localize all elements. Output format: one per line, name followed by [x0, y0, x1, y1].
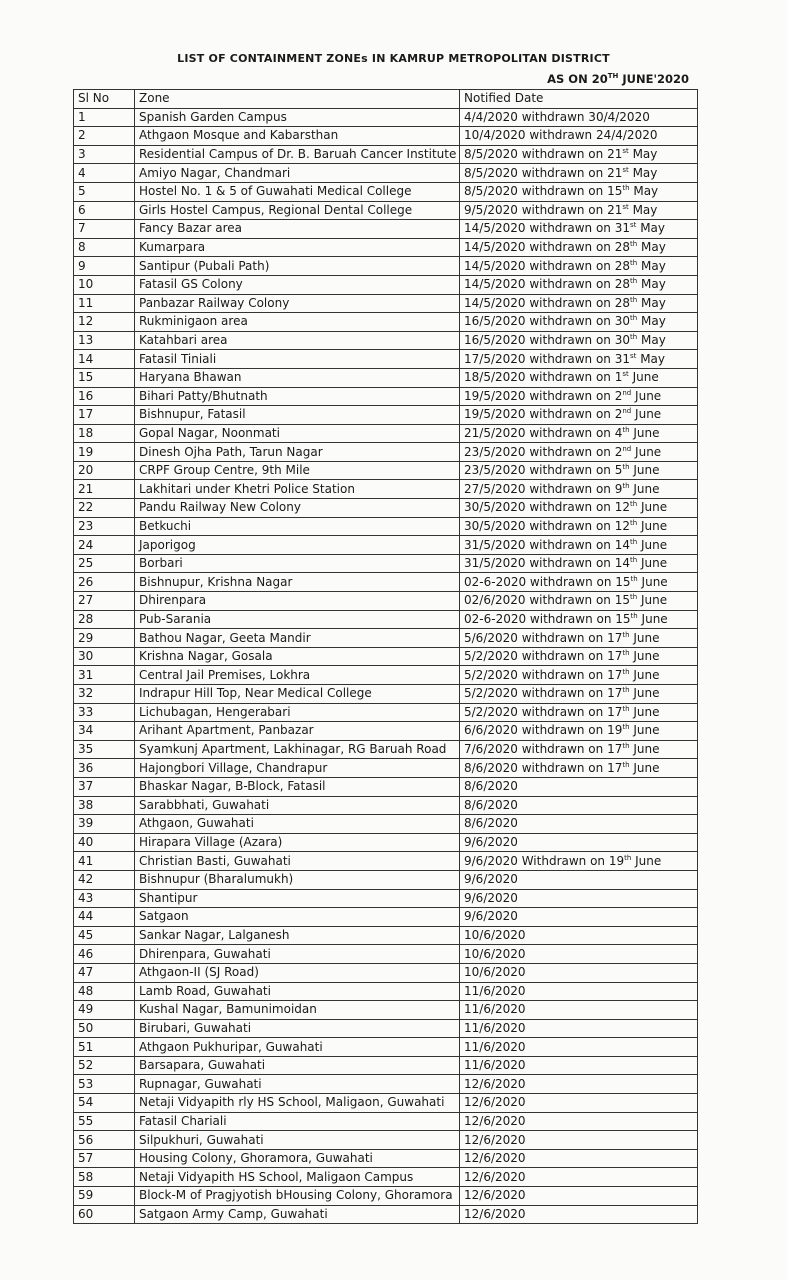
row-zone: Pub-Sarania — [135, 610, 460, 629]
table-row — [74, 870, 698, 889]
row-zone: Christian Basti, Guwahati — [135, 852, 460, 871]
row-zone: Bishnupur, Fatasil — [135, 406, 460, 425]
table-row — [74, 685, 698, 704]
row-sl-no: 10 — [74, 275, 135, 294]
row-notified-date: 8/5/2020 withdrawn on 21st May — [460, 145, 698, 164]
table-row — [74, 926, 698, 945]
as-on-date: AS ON 20TH JUNE'2020 — [547, 72, 689, 86]
row-notified-date: 8/6/2020 — [460, 796, 698, 815]
row-sl-no: 52 — [74, 1056, 135, 1075]
table-row — [74, 220, 698, 239]
table-row — [74, 1187, 698, 1206]
row-sl-no: 30 — [74, 647, 135, 666]
row-zone: Silpukhuri, Guwahati — [135, 1131, 460, 1150]
row-notified-date: 12/6/2020 — [460, 1094, 698, 1113]
row-notified-date: 11/6/2020 — [460, 1019, 698, 1038]
document-title: LIST OF CONTAINMENT ZONEs IN KAMRUP METROPOLITAN DISTRICT — [177, 52, 610, 65]
row-zone: CRPF Group Centre, 9th Mile — [135, 461, 460, 480]
row-zone: Pandu Railway New Colony — [135, 499, 460, 518]
row-zone: Birubari, Guwahati — [135, 1019, 460, 1038]
row-zone: Borbari — [135, 554, 460, 573]
table-row — [74, 573, 698, 592]
table-row — [74, 145, 698, 164]
row-notified-date: 02/6/2020 withdrawn on 15th June — [460, 592, 698, 611]
table-row — [74, 536, 698, 555]
row-notified-date: 11/6/2020 — [460, 982, 698, 1001]
table-row — [74, 1149, 698, 1168]
row-sl-no: 51 — [74, 1038, 135, 1057]
header-notified-date: Notified Date — [460, 90, 698, 109]
row-zone: Bishnupur (Bharalumukh) — [135, 870, 460, 889]
row-zone: Residential Campus of Dr. B. Baruah Cancer Institute — [135, 145, 460, 164]
row-zone: Lakhitari under Khetri Police Station — [135, 480, 460, 499]
row-sl-no: 28 — [74, 610, 135, 629]
row-notified-date: 27/5/2020 withdrawn on 9th June — [460, 480, 698, 499]
table-row — [74, 815, 698, 834]
table-row — [74, 796, 698, 815]
row-notified-date: 19/5/2020 withdrawn on 2nd June — [460, 387, 698, 406]
table-row — [74, 1168, 698, 1187]
table-row — [74, 945, 698, 964]
row-zone: Bihari Patty/Bhutnath — [135, 387, 460, 406]
table-row — [74, 127, 698, 146]
row-notified-date: 10/4/2020 withdrawn 24/4/2020 — [460, 127, 698, 146]
row-zone: Athgaon Pukhuripar, Guwahati — [135, 1038, 460, 1057]
row-zone: Amiyo Nagar, Chandmari — [135, 164, 460, 183]
table-row — [74, 368, 698, 387]
row-sl-no: 32 — [74, 685, 135, 704]
table-row — [74, 201, 698, 220]
row-zone: Haryana Bhawan — [135, 368, 460, 387]
table-body — [74, 108, 698, 1224]
table-row — [74, 294, 698, 313]
row-zone: Shantipur — [135, 889, 460, 908]
row-zone: Dhirenpara, Guwahati — [135, 945, 460, 964]
row-sl-no: 35 — [74, 740, 135, 759]
row-notified-date: 10/6/2020 — [460, 926, 698, 945]
row-sl-no: 42 — [74, 870, 135, 889]
row-notified-date: 18/5/2020 withdrawn on 1st June — [460, 368, 698, 387]
table-row — [74, 1056, 698, 1075]
row-zone: Arihant Apartment, Panbazar — [135, 722, 460, 741]
row-zone: Syamkunj Apartment, Lakhinagar, RG Baruah Road — [135, 740, 460, 759]
row-notified-date: 10/6/2020 — [460, 963, 698, 982]
row-sl-no: 24 — [74, 536, 135, 555]
row-sl-no: 27 — [74, 592, 135, 611]
row-sl-no: 25 — [74, 554, 135, 573]
row-sl-no: 45 — [74, 926, 135, 945]
row-notified-date: 23/5/2020 withdrawn on 2nd June — [460, 443, 698, 462]
table-row — [74, 554, 698, 573]
row-sl-no: 5 — [74, 182, 135, 201]
row-notified-date: 31/5/2020 withdrawn on 14th June — [460, 536, 698, 555]
row-zone: Fancy Bazar area — [135, 220, 460, 239]
row-notified-date: 14/5/2020 withdrawn on 28th May — [460, 257, 698, 276]
row-sl-no: 23 — [74, 517, 135, 536]
row-sl-no: 34 — [74, 722, 135, 741]
table-row — [74, 1075, 698, 1094]
row-zone: Spanish Garden Campus — [135, 108, 460, 127]
row-zone: Katahbari area — [135, 331, 460, 350]
row-sl-no: 8 — [74, 238, 135, 257]
row-zone: Hirapara Village (Azara) — [135, 833, 460, 852]
row-sl-no: 2 — [74, 127, 135, 146]
row-sl-no: 20 — [74, 461, 135, 480]
row-notified-date: 12/6/2020 — [460, 1187, 698, 1206]
row-sl-no: 53 — [74, 1075, 135, 1094]
row-notified-date: 14/5/2020 withdrawn on 28th May — [460, 294, 698, 313]
table-row — [74, 424, 698, 443]
row-zone: Dhirenpara — [135, 592, 460, 611]
row-notified-date: 31/5/2020 withdrawn on 14th June — [460, 554, 698, 573]
row-zone: Netaji Vidyapith rly HS School, Maligaon, Guwahati — [135, 1094, 460, 1113]
table-row — [74, 108, 698, 127]
row-sl-no: 6 — [74, 201, 135, 220]
table-row — [74, 647, 698, 666]
table-row — [74, 313, 698, 332]
row-notified-date: 8/5/2020 withdrawn on 15th May — [460, 182, 698, 201]
table-row — [74, 164, 698, 183]
row-notified-date: 8/5/2020 withdrawn on 21st May — [460, 164, 698, 183]
row-notified-date: 16/5/2020 withdrawn on 30th May — [460, 313, 698, 332]
row-sl-no: 58 — [74, 1168, 135, 1187]
row-notified-date: 23/5/2020 withdrawn on 5th June — [460, 461, 698, 480]
table-row — [74, 1112, 698, 1131]
table-row — [74, 963, 698, 982]
row-zone: Athgaon, Guwahati — [135, 815, 460, 834]
row-notified-date: 5/2/2020 withdrawn on 17th June — [460, 647, 698, 666]
table-row — [74, 182, 698, 201]
table-row — [74, 852, 698, 871]
row-notified-date: 02-6-2020 withdrawn on 15th June — [460, 610, 698, 629]
row-notified-date: 12/6/2020 — [460, 1131, 698, 1150]
row-sl-no: 56 — [74, 1131, 135, 1150]
row-sl-no: 4 — [74, 164, 135, 183]
row-notified-date: 21/5/2020 withdrawn on 4th June — [460, 424, 698, 443]
row-notified-date: 02-6-2020 withdrawn on 15th June — [460, 573, 698, 592]
row-zone: Bhaskar Nagar, B-Block, Fatasil — [135, 777, 460, 796]
row-sl-no: 49 — [74, 1001, 135, 1020]
row-sl-no: 9 — [74, 257, 135, 276]
row-sl-no: 37 — [74, 777, 135, 796]
table-row — [74, 443, 698, 462]
row-sl-no: 55 — [74, 1112, 135, 1131]
table-row — [74, 666, 698, 685]
row-sl-no: 54 — [74, 1094, 135, 1113]
row-notified-date: 9/6/2020 — [460, 870, 698, 889]
table-row — [74, 517, 698, 536]
row-notified-date: 9/6/2020 Withdrawn on 19th June — [460, 852, 698, 871]
row-sl-no: 36 — [74, 759, 135, 778]
row-sl-no: 29 — [74, 629, 135, 648]
row-zone: Hostel No. 1 & 5 of Guwahati Medical College — [135, 182, 460, 201]
table-row — [74, 1019, 698, 1038]
row-notified-date: 11/6/2020 — [460, 1056, 698, 1075]
table-row — [74, 257, 698, 276]
row-notified-date: 8/6/2020 — [460, 815, 698, 834]
row-sl-no: 3 — [74, 145, 135, 164]
table-row — [74, 777, 698, 796]
row-zone: Panbazar Railway Colony — [135, 294, 460, 313]
table-row — [74, 610, 698, 629]
table-row — [74, 331, 698, 350]
table-header-row — [74, 90, 698, 109]
row-zone: Athgaon Mosque and Kabarsthan — [135, 127, 460, 146]
row-zone: Satgaon Army Camp, Guwahati — [135, 1205, 460, 1224]
row-zone: Rupnagar, Guwahati — [135, 1075, 460, 1094]
row-notified-date: 30/5/2020 withdrawn on 12th June — [460, 499, 698, 518]
row-zone: Block-M of Pragjyotish bHousing Colony, Ghoramora — [135, 1187, 460, 1206]
table-row — [74, 350, 698, 369]
row-zone: Satgaon — [135, 908, 460, 927]
row-zone: Rukminigaon area — [135, 313, 460, 332]
row-zone: Indrapur Hill Top, Near Medical College — [135, 685, 460, 704]
row-notified-date: 12/6/2020 — [460, 1075, 698, 1094]
row-notified-date: 4/4/2020 withdrawn 30/4/2020 — [460, 108, 698, 127]
row-notified-date: 16/5/2020 withdrawn on 30th May — [460, 331, 698, 350]
table-row — [74, 480, 698, 499]
row-zone: Bathou Nagar, Geeta Mandir — [135, 629, 460, 648]
row-sl-no: 1 — [74, 108, 135, 127]
row-notified-date: 17/5/2020 withdrawn on 31st May — [460, 350, 698, 369]
header-zone: Zone — [135, 90, 460, 109]
row-sl-no: 16 — [74, 387, 135, 406]
table-row — [74, 703, 698, 722]
table-row — [74, 629, 698, 648]
row-sl-no: 38 — [74, 796, 135, 815]
header-sl-no: Sl No — [74, 90, 135, 109]
row-sl-no: 26 — [74, 573, 135, 592]
row-sl-no: 40 — [74, 833, 135, 852]
row-zone: Sankar Nagar, Lalganesh — [135, 926, 460, 945]
row-sl-no: 48 — [74, 982, 135, 1001]
row-notified-date: 14/5/2020 withdrawn on 28th May — [460, 238, 698, 257]
row-notified-date: 7/6/2020 withdrawn on 17th June — [460, 740, 698, 759]
row-zone: Lichubagan, Hengerabari — [135, 703, 460, 722]
row-notified-date: 9/6/2020 — [460, 833, 698, 852]
row-sl-no: 7 — [74, 220, 135, 239]
table-row — [74, 759, 698, 778]
row-zone: Athgaon-II (SJ Road) — [135, 963, 460, 982]
row-zone: Japorigog — [135, 536, 460, 555]
containment-zones-table — [73, 89, 698, 1224]
row-sl-no: 59 — [74, 1187, 135, 1206]
table-row — [74, 1001, 698, 1020]
row-notified-date: 5/6/2020 withdrawn on 17th June — [460, 629, 698, 648]
row-zone: Dinesh Ojha Path, Tarun Nagar — [135, 443, 460, 462]
table-row — [74, 406, 698, 425]
table-row — [74, 1131, 698, 1150]
table-row — [74, 461, 698, 480]
row-zone: Fatasil Chariali — [135, 1112, 460, 1131]
row-notified-date: 12/6/2020 — [460, 1168, 698, 1187]
row-zone: Central Jail Premises, Lokhra — [135, 666, 460, 685]
row-sl-no: 50 — [74, 1019, 135, 1038]
row-zone: Santipur (Pubali Path) — [135, 257, 460, 276]
row-notified-date: 14/5/2020 withdrawn on 31st May — [460, 220, 698, 239]
row-notified-date: 8/6/2020 withdrawn on 17th June — [460, 759, 698, 778]
table-row — [74, 592, 698, 611]
table-row — [74, 908, 698, 927]
row-sl-no: 43 — [74, 889, 135, 908]
row-notified-date: 30/5/2020 withdrawn on 12th June — [460, 517, 698, 536]
row-sl-no: 13 — [74, 331, 135, 350]
row-notified-date: 11/6/2020 — [460, 1038, 698, 1057]
table-row — [74, 1038, 698, 1057]
row-zone: Fatasil Tiniali — [135, 350, 460, 369]
row-zone: Hajongbori Village, Chandrapur — [135, 759, 460, 778]
row-sl-no: 39 — [74, 815, 135, 834]
row-zone: Netaji Vidyapith HS School, Maligaon Campus — [135, 1168, 460, 1187]
row-notified-date: 9/5/2020 withdrawn on 21st May — [460, 201, 698, 220]
row-sl-no: 19 — [74, 443, 135, 462]
row-zone: Betkuchi — [135, 517, 460, 536]
row-sl-no: 22 — [74, 499, 135, 518]
row-notified-date: 19/5/2020 withdrawn on 2nd June — [460, 406, 698, 425]
table-row — [74, 889, 698, 908]
row-notified-date: 5/2/2020 withdrawn on 17th June — [460, 685, 698, 704]
row-notified-date: 10/6/2020 — [460, 945, 698, 964]
row-notified-date: 5/2/2020 withdrawn on 17th June — [460, 666, 698, 685]
table-row — [74, 1205, 698, 1224]
table-row — [74, 722, 698, 741]
row-zone: Fatasil GS Colony — [135, 275, 460, 294]
row-notified-date: 14/5/2020 withdrawn on 28th May — [460, 275, 698, 294]
row-notified-date: 6/6/2020 withdrawn on 19th June — [460, 722, 698, 741]
row-notified-date: 12/6/2020 — [460, 1205, 698, 1224]
row-sl-no: 46 — [74, 945, 135, 964]
row-zone: Sarabbhati, Guwahati — [135, 796, 460, 815]
row-notified-date: 8/6/2020 — [460, 777, 698, 796]
row-zone: Kumarpara — [135, 238, 460, 257]
row-sl-no: 31 — [74, 666, 135, 685]
row-notified-date: 12/6/2020 — [460, 1112, 698, 1131]
table-row — [74, 833, 698, 852]
row-sl-no: 15 — [74, 368, 135, 387]
table-row — [74, 238, 698, 257]
row-sl-no: 60 — [74, 1205, 135, 1224]
row-sl-no: 17 — [74, 406, 135, 425]
table-row — [74, 740, 698, 759]
row-notified-date: 11/6/2020 — [460, 1001, 698, 1020]
row-sl-no: 41 — [74, 852, 135, 871]
row-sl-no: 57 — [74, 1149, 135, 1168]
table-row — [74, 1094, 698, 1113]
table-row — [74, 499, 698, 518]
row-sl-no: 14 — [74, 350, 135, 369]
row-zone: Barsapara, Guwahati — [135, 1056, 460, 1075]
row-zone: Krishna Nagar, Gosala — [135, 647, 460, 666]
row-sl-no: 44 — [74, 908, 135, 927]
row-notified-date: 12/6/2020 — [460, 1149, 698, 1168]
table-row — [74, 982, 698, 1001]
row-zone: Kushal Nagar, Bamunimoidan — [135, 1001, 460, 1020]
row-zone: Bishnupur, Krishna Nagar — [135, 573, 460, 592]
row-sl-no: 12 — [74, 313, 135, 332]
row-sl-no: 21 — [74, 480, 135, 499]
table-row — [74, 275, 698, 294]
row-zone: Girls Hostel Campus, Regional Dental College — [135, 201, 460, 220]
row-zone: Housing Colony, Ghoramora, Guwahati — [135, 1149, 460, 1168]
row-sl-no: 47 — [74, 963, 135, 982]
row-notified-date: 9/6/2020 — [460, 889, 698, 908]
row-sl-no: 33 — [74, 703, 135, 722]
row-zone: Lamb Road, Guwahati — [135, 982, 460, 1001]
row-notified-date: 5/2/2020 withdrawn on 17th June — [460, 703, 698, 722]
row-sl-no: 18 — [74, 424, 135, 443]
row-sl-no: 11 — [74, 294, 135, 313]
row-zone: Gopal Nagar, Noonmati — [135, 424, 460, 443]
row-notified-date: 9/6/2020 — [460, 908, 698, 927]
table-row — [74, 387, 698, 406]
